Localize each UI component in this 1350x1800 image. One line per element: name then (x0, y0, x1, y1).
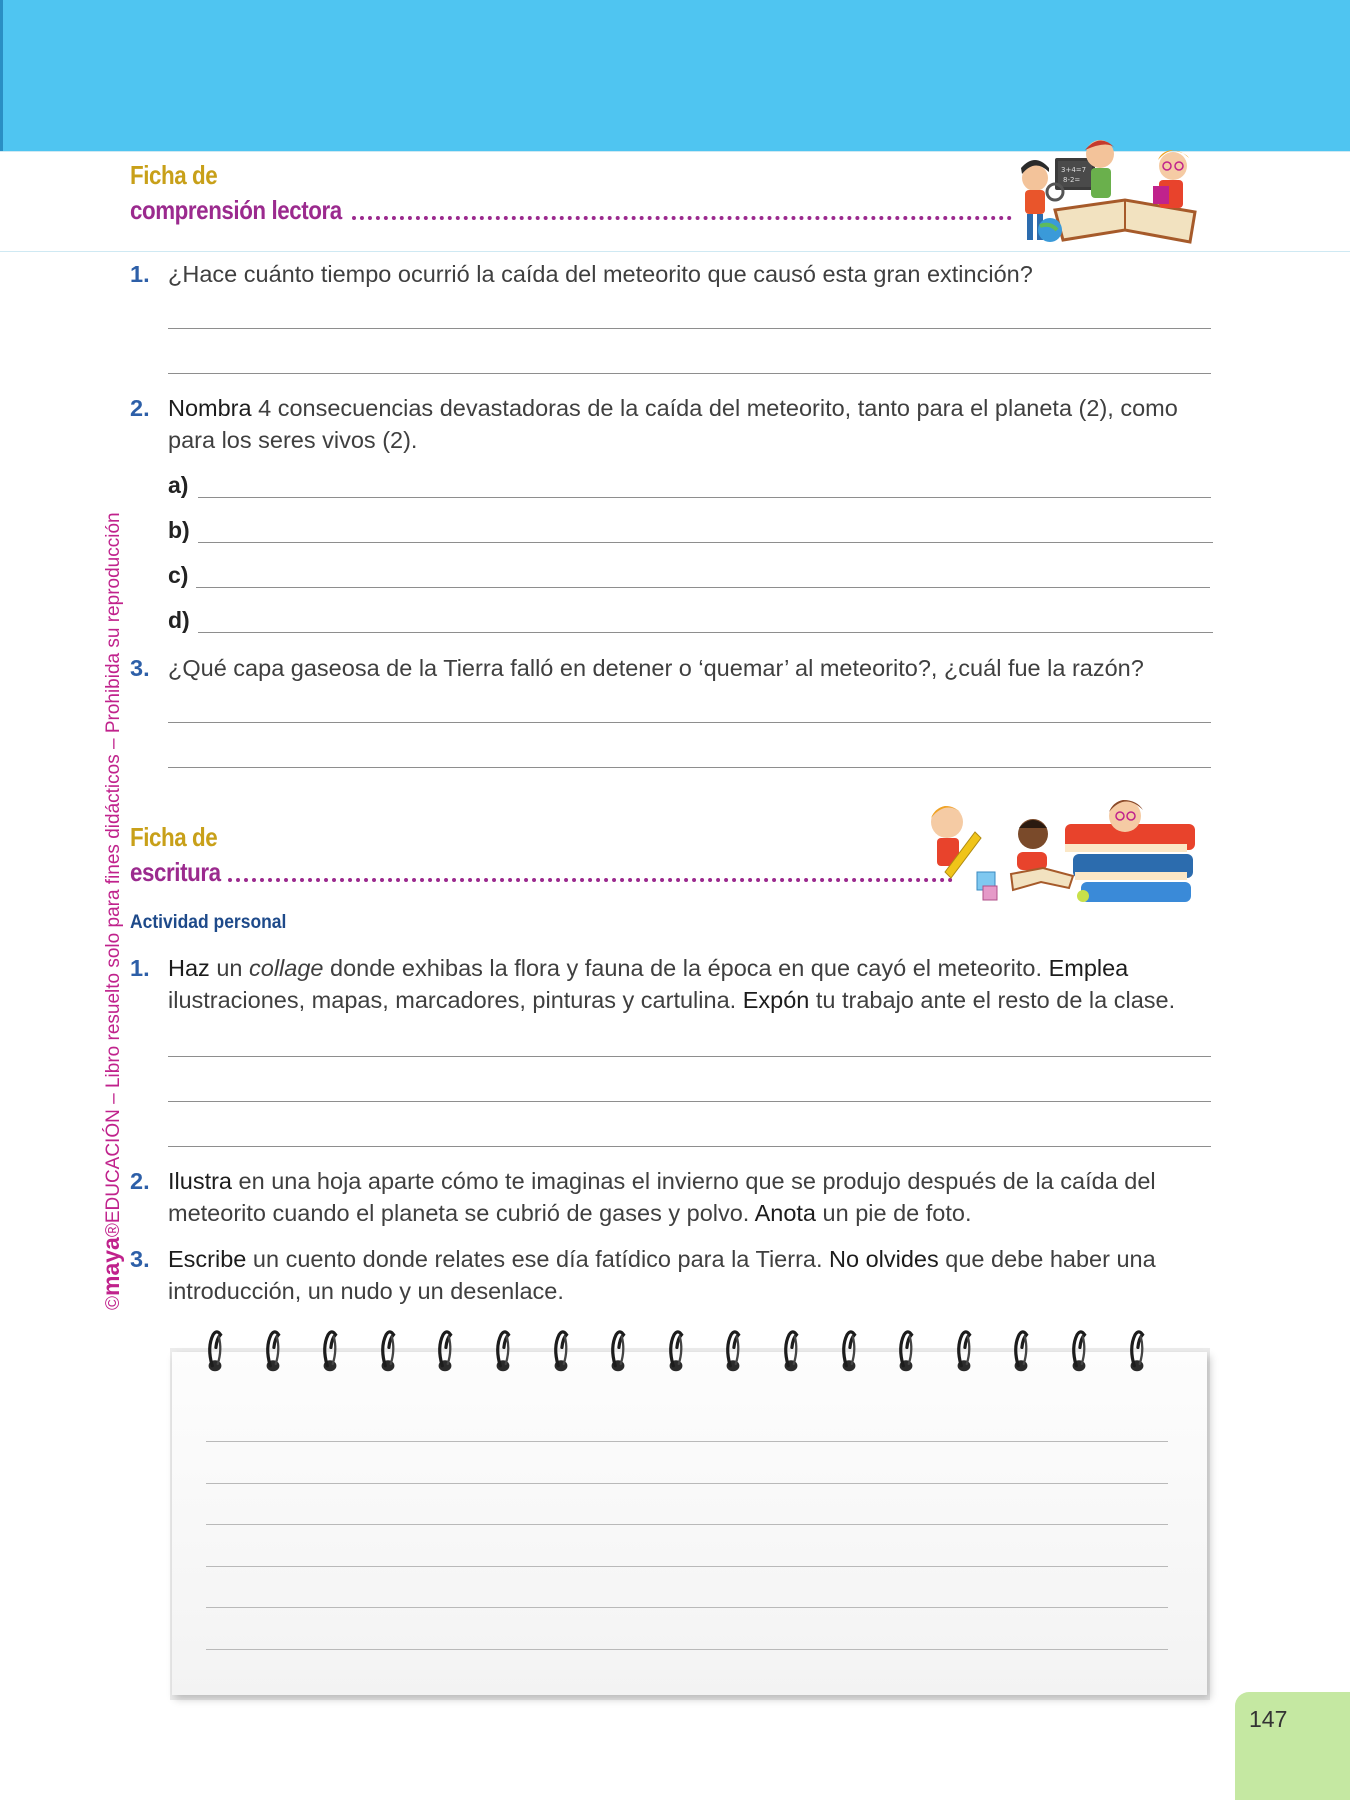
answer-line[interactable] (168, 1146, 1211, 1147)
answer-line[interactable] (168, 1101, 1211, 1102)
spiral-ring (665, 1328, 687, 1376)
section-title-line2: escritura (130, 857, 221, 887)
spiral-ring (1010, 1328, 1032, 1376)
task-number: 3. (130, 1246, 150, 1272)
task-number: 2. (130, 1168, 150, 1194)
kids-reading-illustration (995, 130, 1205, 255)
spiral-ring (607, 1328, 629, 1376)
notepad-line[interactable] (206, 1441, 1168, 1442)
question-2 (130, 392, 1220, 462)
svg-text:8-2=: 8-2= (1063, 176, 1081, 184)
notepad-line[interactable] (206, 1607, 1168, 1608)
question-number: 3. (130, 655, 150, 681)
section-title-comprension (130, 160, 376, 226)
option-b-label: b) (168, 517, 190, 543)
task-text: Haz un collage donde exhibas la flora y fauna de la época en que cayó el meteorito. Emplea ilustraciones, mapas, marcadores, pinturas y cartulina. Expón tu trabajo ante el resto de la clase. (168, 955, 1176, 1013)
question-text: ¿Hace cuánto tiempo ocurrió la caída del meteorito que causó esta gran extinción? (168, 261, 1033, 287)
question-text: Nombra 4 consecuencias devastadoras de la caída del meteorito, tanto para el planeta (2), como para los seres vivos (2). (168, 395, 1178, 453)
spiral-ring (319, 1328, 341, 1376)
spiral-ring (492, 1328, 514, 1376)
svg-text:3+4=7: 3+4=7 (1061, 166, 1087, 174)
spiral-ring (377, 1328, 399, 1376)
section-title-line2: comprensión lectora (130, 195, 342, 225)
spiral-ring (895, 1328, 917, 1376)
answer-line[interactable] (168, 328, 1211, 329)
header-edge (0, 0, 3, 151)
option-c-label: c) (168, 562, 189, 588)
option-d-label: d) (168, 607, 190, 633)
copyright-notice: ©maya®EDUCACIÓN – Libro resuelto solo para fines didácticos – Prohibida su reproducción (98, 512, 124, 1310)
notepad-line[interactable] (206, 1483, 1168, 1484)
notepad-line[interactable] (206, 1524, 1168, 1525)
spiral-ring (550, 1328, 572, 1376)
answer-line[interactable] (168, 722, 1211, 723)
answer-line[interactable] (168, 1056, 1211, 1057)
task-number: 1. (130, 955, 150, 981)
answer-line-d[interactable] (198, 632, 1213, 633)
spiral-ring (262, 1328, 284, 1376)
question-number: 2. (130, 395, 150, 421)
question-text: ¿Qué capa gaseosa de la Tierra falló en detener o ‘quemar’ al meteorito?, ¿cuál fue la razón? (168, 655, 1144, 681)
notepad-line[interactable] (206, 1649, 1168, 1650)
option-a-label: a) (168, 472, 189, 498)
answer-line-b[interactable] (198, 542, 1213, 543)
writing-task-3 (130, 1243, 1220, 1313)
section-title-escritura (130, 822, 235, 888)
task-text: Ilustra en una hoja aparte cómo te imaginas el invierno que se produjo después de la caída del meteorito cuando el planeta se cubrió de gases y polvo. Anota un pie de foto. (168, 1168, 1156, 1226)
spiral-ring (838, 1328, 860, 1376)
answer-line[interactable] (168, 373, 1211, 374)
question-number: 1. (130, 261, 150, 287)
spiral-ring (204, 1328, 226, 1376)
spiral-ring (434, 1328, 456, 1376)
spiral-ring (780, 1328, 802, 1376)
activity-label: Actividad personal (130, 912, 287, 933)
notepad-line[interactable] (206, 1566, 1168, 1567)
header-band (0, 0, 1350, 151)
writing-task-2 (130, 1165, 1220, 1235)
spiral-ring (1068, 1328, 1090, 1376)
spiral-ring (1126, 1328, 1148, 1376)
task-text: Escribe un cuento donde relates ese día fatídico para la Tierra. No olvides que debe haber una introducción, un nudo y un desenlace. (168, 1246, 1156, 1304)
answer-line-c[interactable] (196, 587, 1210, 588)
writing-task-1 (130, 952, 1220, 1022)
title-dotted-line (352, 216, 1012, 220)
title-dotted-line (228, 878, 953, 882)
section-title-line1: Ficha de (130, 822, 218, 852)
answer-line-a[interactable] (198, 497, 1211, 498)
kids-writing-illustration (915, 792, 1205, 907)
section-title-line1: Ficha de (130, 160, 218, 190)
spiral-ring (953, 1328, 975, 1376)
page-number: 147 (1249, 1706, 1288, 1732)
answer-line[interactable] (168, 767, 1211, 768)
spiral-ring (722, 1328, 744, 1376)
